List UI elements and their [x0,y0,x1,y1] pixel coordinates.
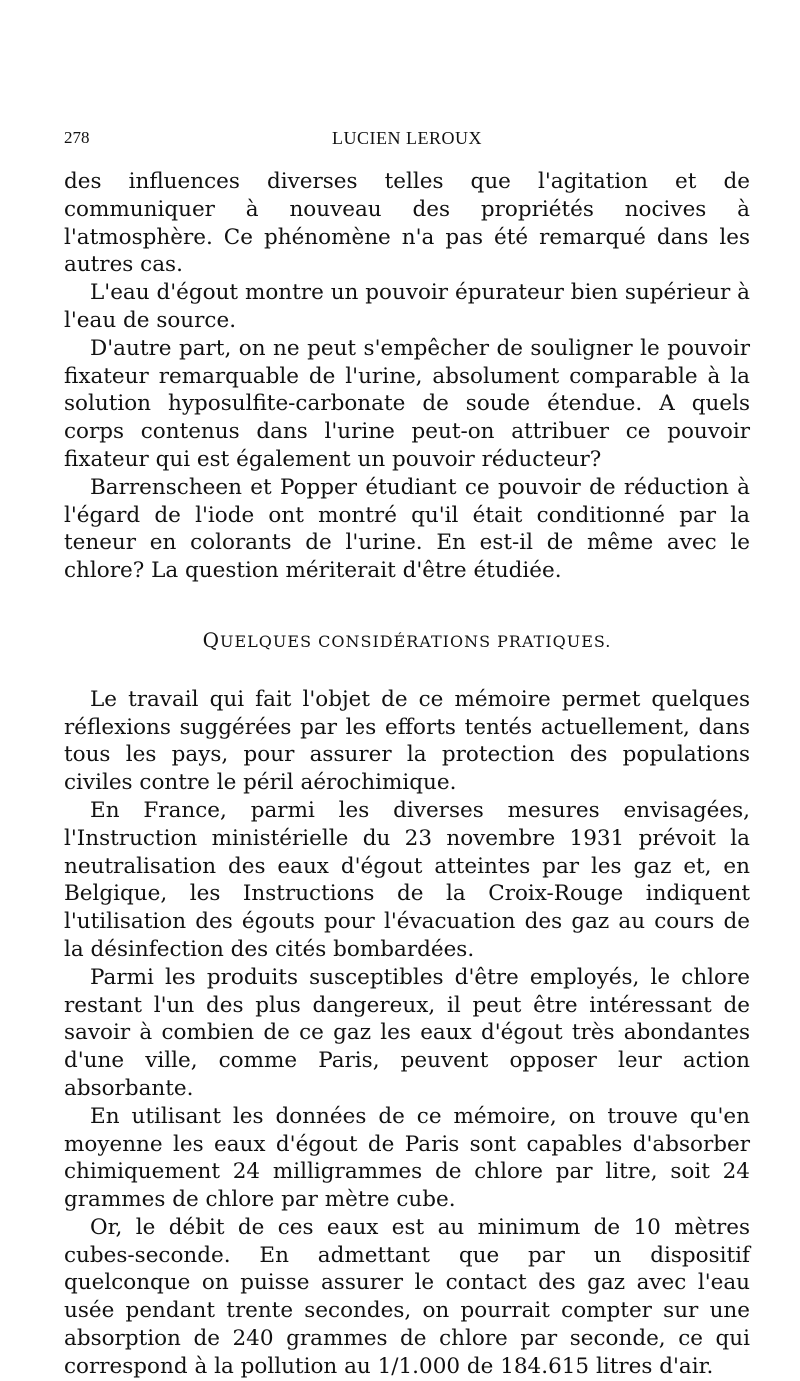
section-title-initial: Q [202,627,220,652]
page-number: 278 [64,128,90,147]
paragraph: Or, le débit de ces eaux est au minimum de 10 mètres cubes-seconde. En admettant que par un dispositif quelconque on puisse assurer le contact des gaz avec l'eau usée pendant trente secondes, on pourrait compter sur une absorption de 240 grammes de chlore par seconde, ce qui correspond à la pollution au 1/1.000 de 184.615 litres d'air. [64,1214,750,1379]
body-text [64,168,750,1381]
paragraph: des influences diverses telles que l'agitation et de communiquer à nouveau des propriétés nocives à l'atmosphère. Ce phénomène n'a pas été remarqué dans les autres cas. [64,169,750,278]
section-title [64,627,750,656]
paragraph: Le travail qui fait l'objet de ce mémoire permet quelques réflexions suggérées par les efforts tentés actuellement, dans tous les pays, pour assurer la protection des populations civiles contre le péril aérochimique. [64,686,750,796]
running-head: LUCIEN LEROUX [332,128,482,148]
paragraph: L'eau d'égout montre un pouvoir épurateur bien supérieur à l'eau de source. [64,280,750,333]
paragraph: D'autre part, on ne peut s'empêcher de souligner le pouvoir fixateur remarquable de l'urine, absolument comparable à la solution hyposulfite-carbonate de soude étendue. A quels corps contenus dans l'urine peut-on attribuer ce pouvoir fixateur qui est également un pouvoir réducteur? [64,335,750,472]
page-header [64,128,750,168]
paragraph: En France, parmi les diverses mesures envisagées, l'Instruction ministérielle du 23 novembre 1931 prévoit la neutralisation des eaux d'égout atteintes par les gaz et, en Belgique, les Instructions de la Croix-Rouge indiquent l'utilisation des égouts pour l'évacuation des gaz au cours de la désinfection des cités bombardées. [64,797,750,962]
paragraph: Parmi les produits susceptibles d'être employés, le chlore restant l'un des plus dangereux, il peut être intéressant de savoir à combien de ce gaz les eaux d'égout très abondantes d'une ville, comme Paris, peuvent opposer leur action absorbante. [64,964,750,1101]
paragraph: Barrenscheen et Popper étudiant ce pouvoir de réduction à l'égard de l'iode ont montré qu'il était conditionné par la teneur en colorants de l'urine. En est-il de même avec le chlore? La question mériterait d'être étudiée. [64,474,750,584]
section-title-rest: UELQUES CONSIDÉRATIONS PRATIQUES. [220,631,612,651]
paragraph: En utilisant les données de ce mémoire, on trouve qu'en moyenne les eaux d'égout de Paris sont capables d'absorber chimiquement 24 milligrammes de chlore par litre, soit 24 grammes de chlore par mètre cube. [64,1103,750,1213]
